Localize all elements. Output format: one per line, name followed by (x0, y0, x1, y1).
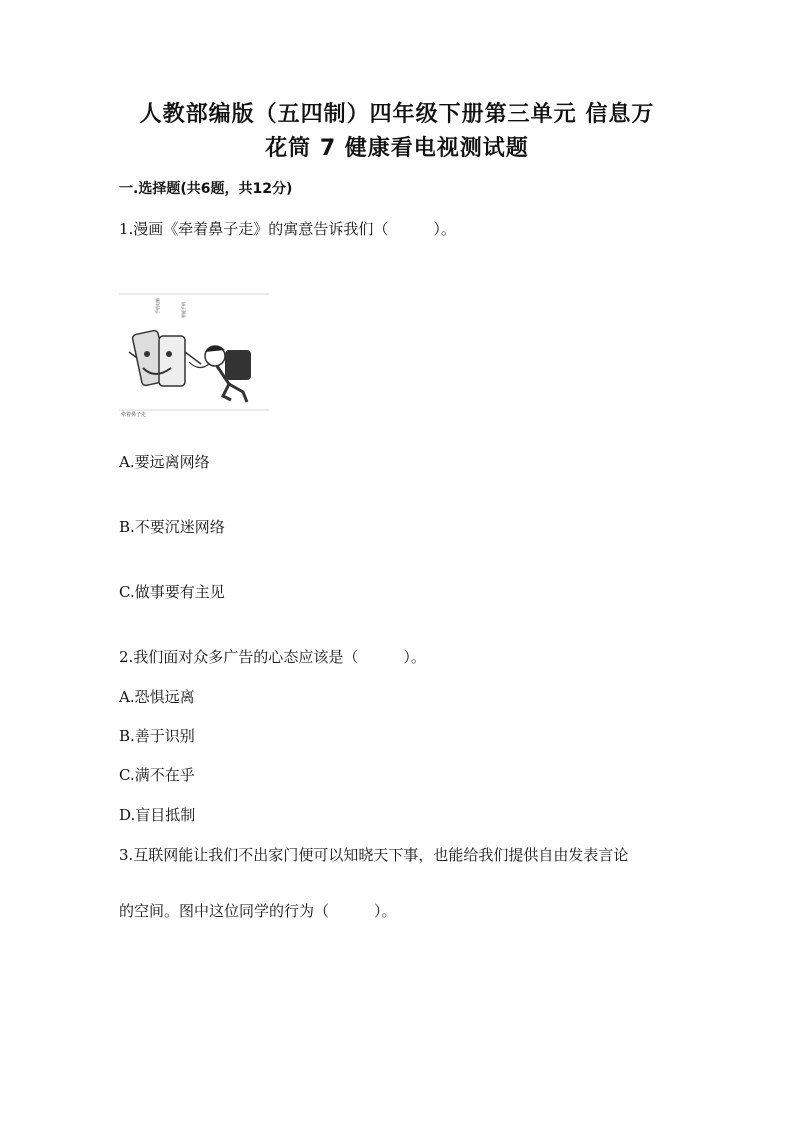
question-1-stem: 1.漫画《牵着鼻子走》的寓意告诉我们（ ）。 (119, 220, 456, 238)
question-1-option-b: B.不要沉迷网络 (119, 518, 225, 536)
cartoon-label-left: 手机电脑 (155, 298, 160, 314)
question-1-option-c: C.做事要有主见 (119, 583, 225, 601)
phone-character-icon (129, 330, 201, 386)
question-2-stem: 2.我们面对众多广告的心态应该是（ ）。 (119, 648, 426, 666)
section-heading: 一.选择题(共6题，共12分) (119, 181, 293, 197)
question-2-option-a: A.恐惧远离 (119, 688, 195, 706)
cartoon-caption: 牵着鼻子走 (121, 412, 147, 418)
question-2-option-c: C.满不在乎 (119, 766, 195, 784)
question-3-stem-line-1: 3.互联网能让我们不出家门便可以知晓天下事，也能给我们提供自由发表言论 (119, 846, 629, 864)
title-line-2: 花筒 7 健康看电视测试题 (265, 136, 529, 161)
question-1-cartoon-image (119, 292, 269, 418)
question-3-stem-line-2: 的空间。图中这位同学的行为（ ）。 (119, 902, 397, 920)
boy-character-icon (205, 345, 251, 402)
question-1-option-a: A.要远离网络 (119, 453, 210, 471)
cartoon-label-right: 智能手机 (181, 302, 186, 318)
question-2-option-d: D.盲目抵制 (119, 806, 196, 824)
title-line-1: 人教部编版（五四制）四年级下册第三单元 信息万 (139, 102, 655, 127)
question-2-option-b: B.善于识别 (119, 727, 195, 745)
